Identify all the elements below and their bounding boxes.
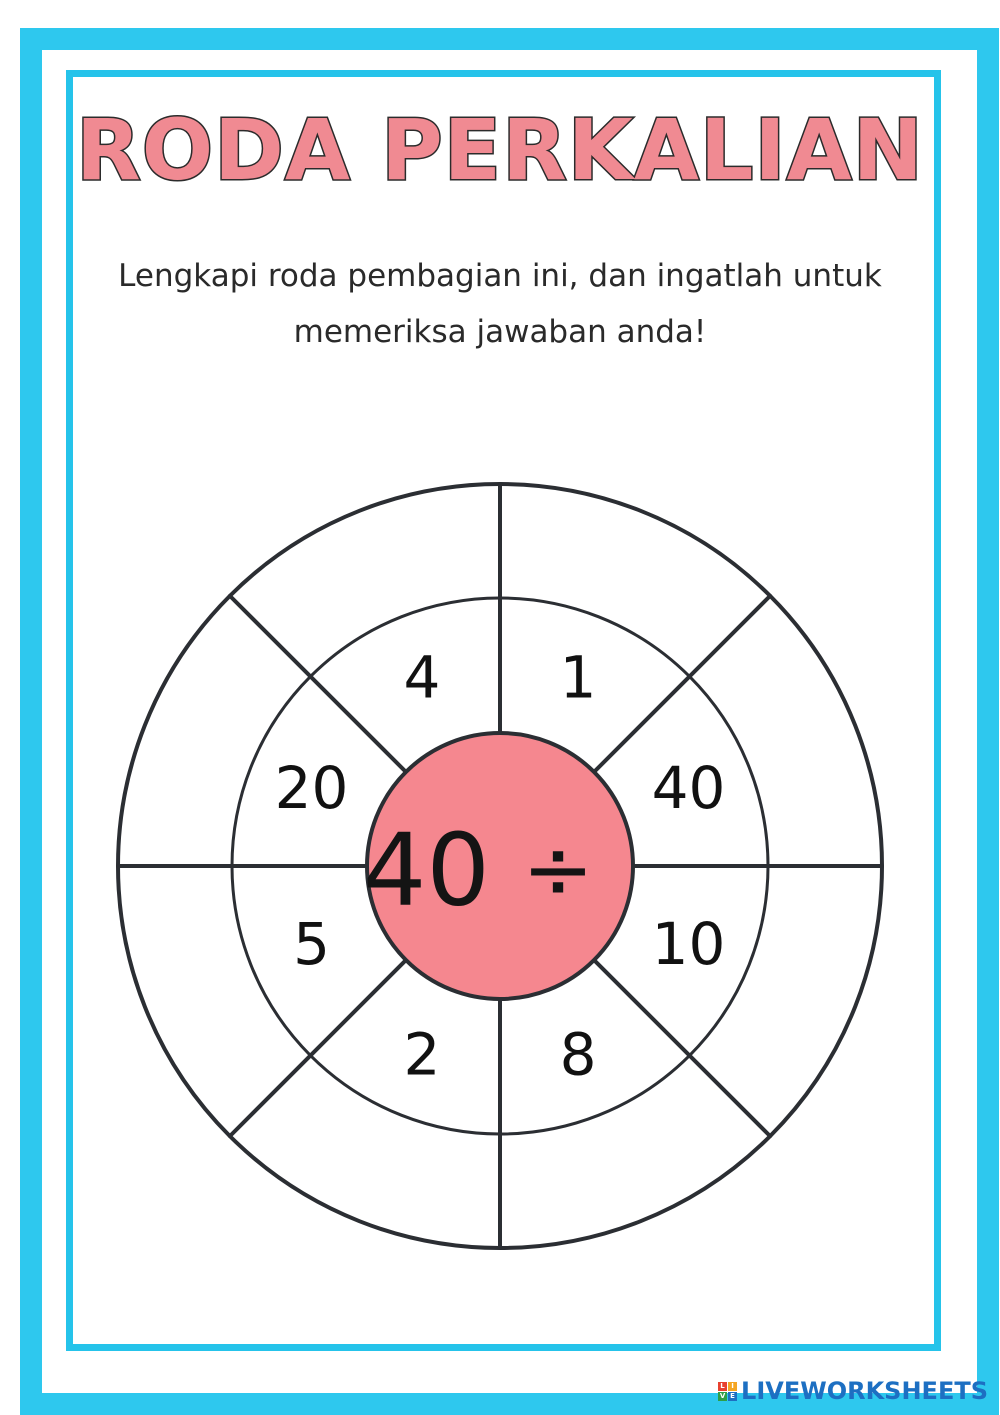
divisor-number: 4	[403, 643, 441, 712]
worksheet-title: RODA PERKALIAN	[76, 101, 924, 199]
liveworksheets-watermark	[718, 1376, 988, 1406]
division-sign: ÷	[521, 820, 595, 920]
center-number: 40	[362, 811, 490, 929]
logo-letter: I	[728, 1382, 737, 1391]
instruction-text	[90, 248, 910, 360]
divisor-number: 40	[651, 753, 726, 822]
divisor-number: 2	[403, 1020, 441, 1089]
liveworksheets-logo	[718, 1382, 737, 1401]
divisor-number: 8	[559, 1020, 597, 1089]
logo-letter: E	[728, 1392, 737, 1401]
divisor-number: 10	[651, 910, 726, 979]
logo-letter: V	[719, 1391, 726, 1400]
divisor-number: 1	[559, 643, 597, 712]
instruction-line-1: Lengkapi roda pembagian ini, dan ingatlah untuk	[118, 258, 882, 294]
divisor-number: 20	[274, 753, 349, 822]
liveworksheets-label: LIVEWORKSHEETS	[741, 1377, 988, 1405]
logo-letter: L	[718, 1382, 727, 1391]
divisor-number: 5	[293, 910, 330, 979]
instruction-line-2: memeriksa jawaban anda!	[293, 314, 707, 350]
multiplication-wheel	[110, 476, 890, 1256]
